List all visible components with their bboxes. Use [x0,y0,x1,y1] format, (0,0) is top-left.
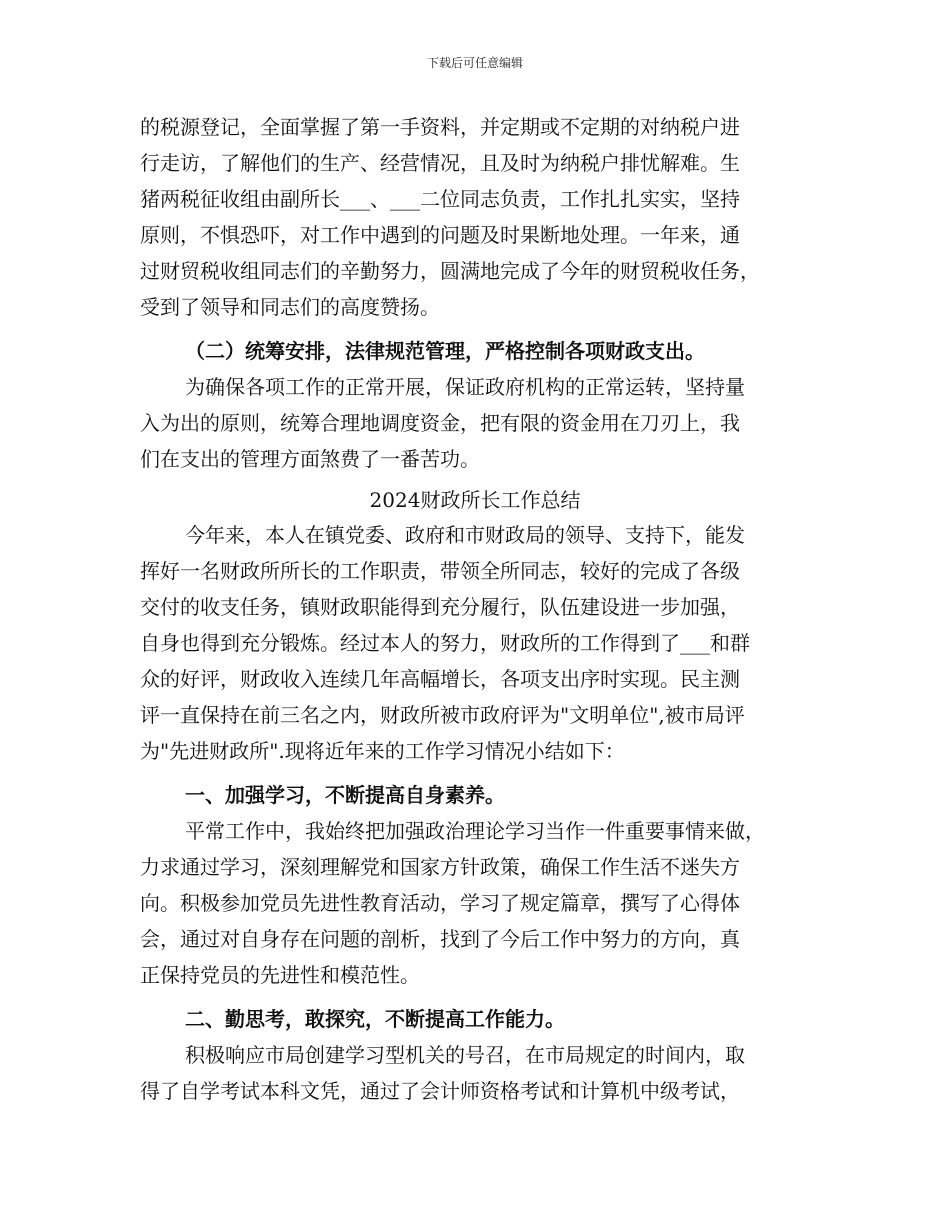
paragraph-line: 的税源登记，全面掌握了第一手资料，并定期或不定期的对纳税户进 [140,115,740,139]
paragraph-line: 原则，不惧恐吓，对工作中遇到的问题及时果断地处理。一年来，通 [140,223,740,247]
paragraph-line: 猪两税征收组由副所长___、___二位同志负责，工作扎扎实实，坚持 [140,187,740,211]
page-header: 下载后可任意编辑 [426,56,523,70]
paragraph-line: 评一直保持在前三名之内，财政所被市政府评为"文明单位",被市局评 [140,703,745,727]
paragraph-line: 受到了领导和同志们的高度赞扬。 [140,295,440,319]
paragraph-line: 自身也得到充分锻炼。经过本人的努力，财政所的工作得到了___和群 [140,631,750,655]
paragraph-line: 力求通过学习，深刻理解党和国家方针政策，确保工作生活不迷失方 [140,855,740,879]
paragraph-line: 入为出的原则，统筹合理地调度资金，把有限的资金用在刀刃上，我 [140,411,740,435]
paragraph-line: 为确保各项工作的正常开展，保证政府机构的正常运转，坚持量 [185,375,745,399]
paragraph-line: 行走访，了解他们的生产、经营情况，且及时为纳税户排忧解难。生 [140,151,740,175]
paragraph-line: 为"先进财政所".现将近年来的工作学习情况小结如下： [140,739,625,763]
paragraph-line: 平常工作中，我始终把加强政治理论学习当作一件重要事情来做， [185,819,765,843]
paragraph-line: 得了自学考试本科文凭，通过了会计师资格考试和计算机中级考试， [140,1079,740,1103]
section-heading: 二、勤思考，敢探究，不断提高工作能力。 [185,1007,565,1031]
paragraph-line: 过财贸税收组同志们的辛勤努力，圆满地完成了今年的财贸税收任务， [140,259,760,283]
paragraph-line: 会，通过对自身存在问题的剖析，找到了今后工作中努力的方向，真 [140,927,740,951]
paragraph-line: 挥好一名财政所所长的工作职责，带领全所同志，较好的完成了各级 [140,559,740,583]
paragraph-line: 众的好评，财政收入连续几年高幅增长，各项支出序时实现。民主测 [140,667,740,691]
paragraph-line: 正保持党员的先进性和模范性。 [140,963,420,987]
document-title: 2024财政所长工作总结 [369,488,581,512]
section-heading: （二）统筹安排，法律规范管理，严格控制各项财政支出。 [185,339,705,363]
paragraph-line: 交付的收支任务，镇财政职能得到充分履行，队伍建设进一步加强， [140,595,740,619]
paragraph-line: 向。积极参加党员先进性教育活动，学习了规定篇章，撰写了心得体 [140,891,740,915]
paragraph-line: 们在支出的管理方面煞费了一番苦功。 [140,447,480,471]
paragraph-line: 今年来，本人在镇党委、政府和市财政局的领导、支持下，能发 [185,523,745,547]
section-heading: 一、加强学习，不断提高自身素养。 [185,783,505,807]
paragraph-line: 积极响应市局创建学习型机关的号召，在市局规定的时间内，取 [185,1043,745,1067]
